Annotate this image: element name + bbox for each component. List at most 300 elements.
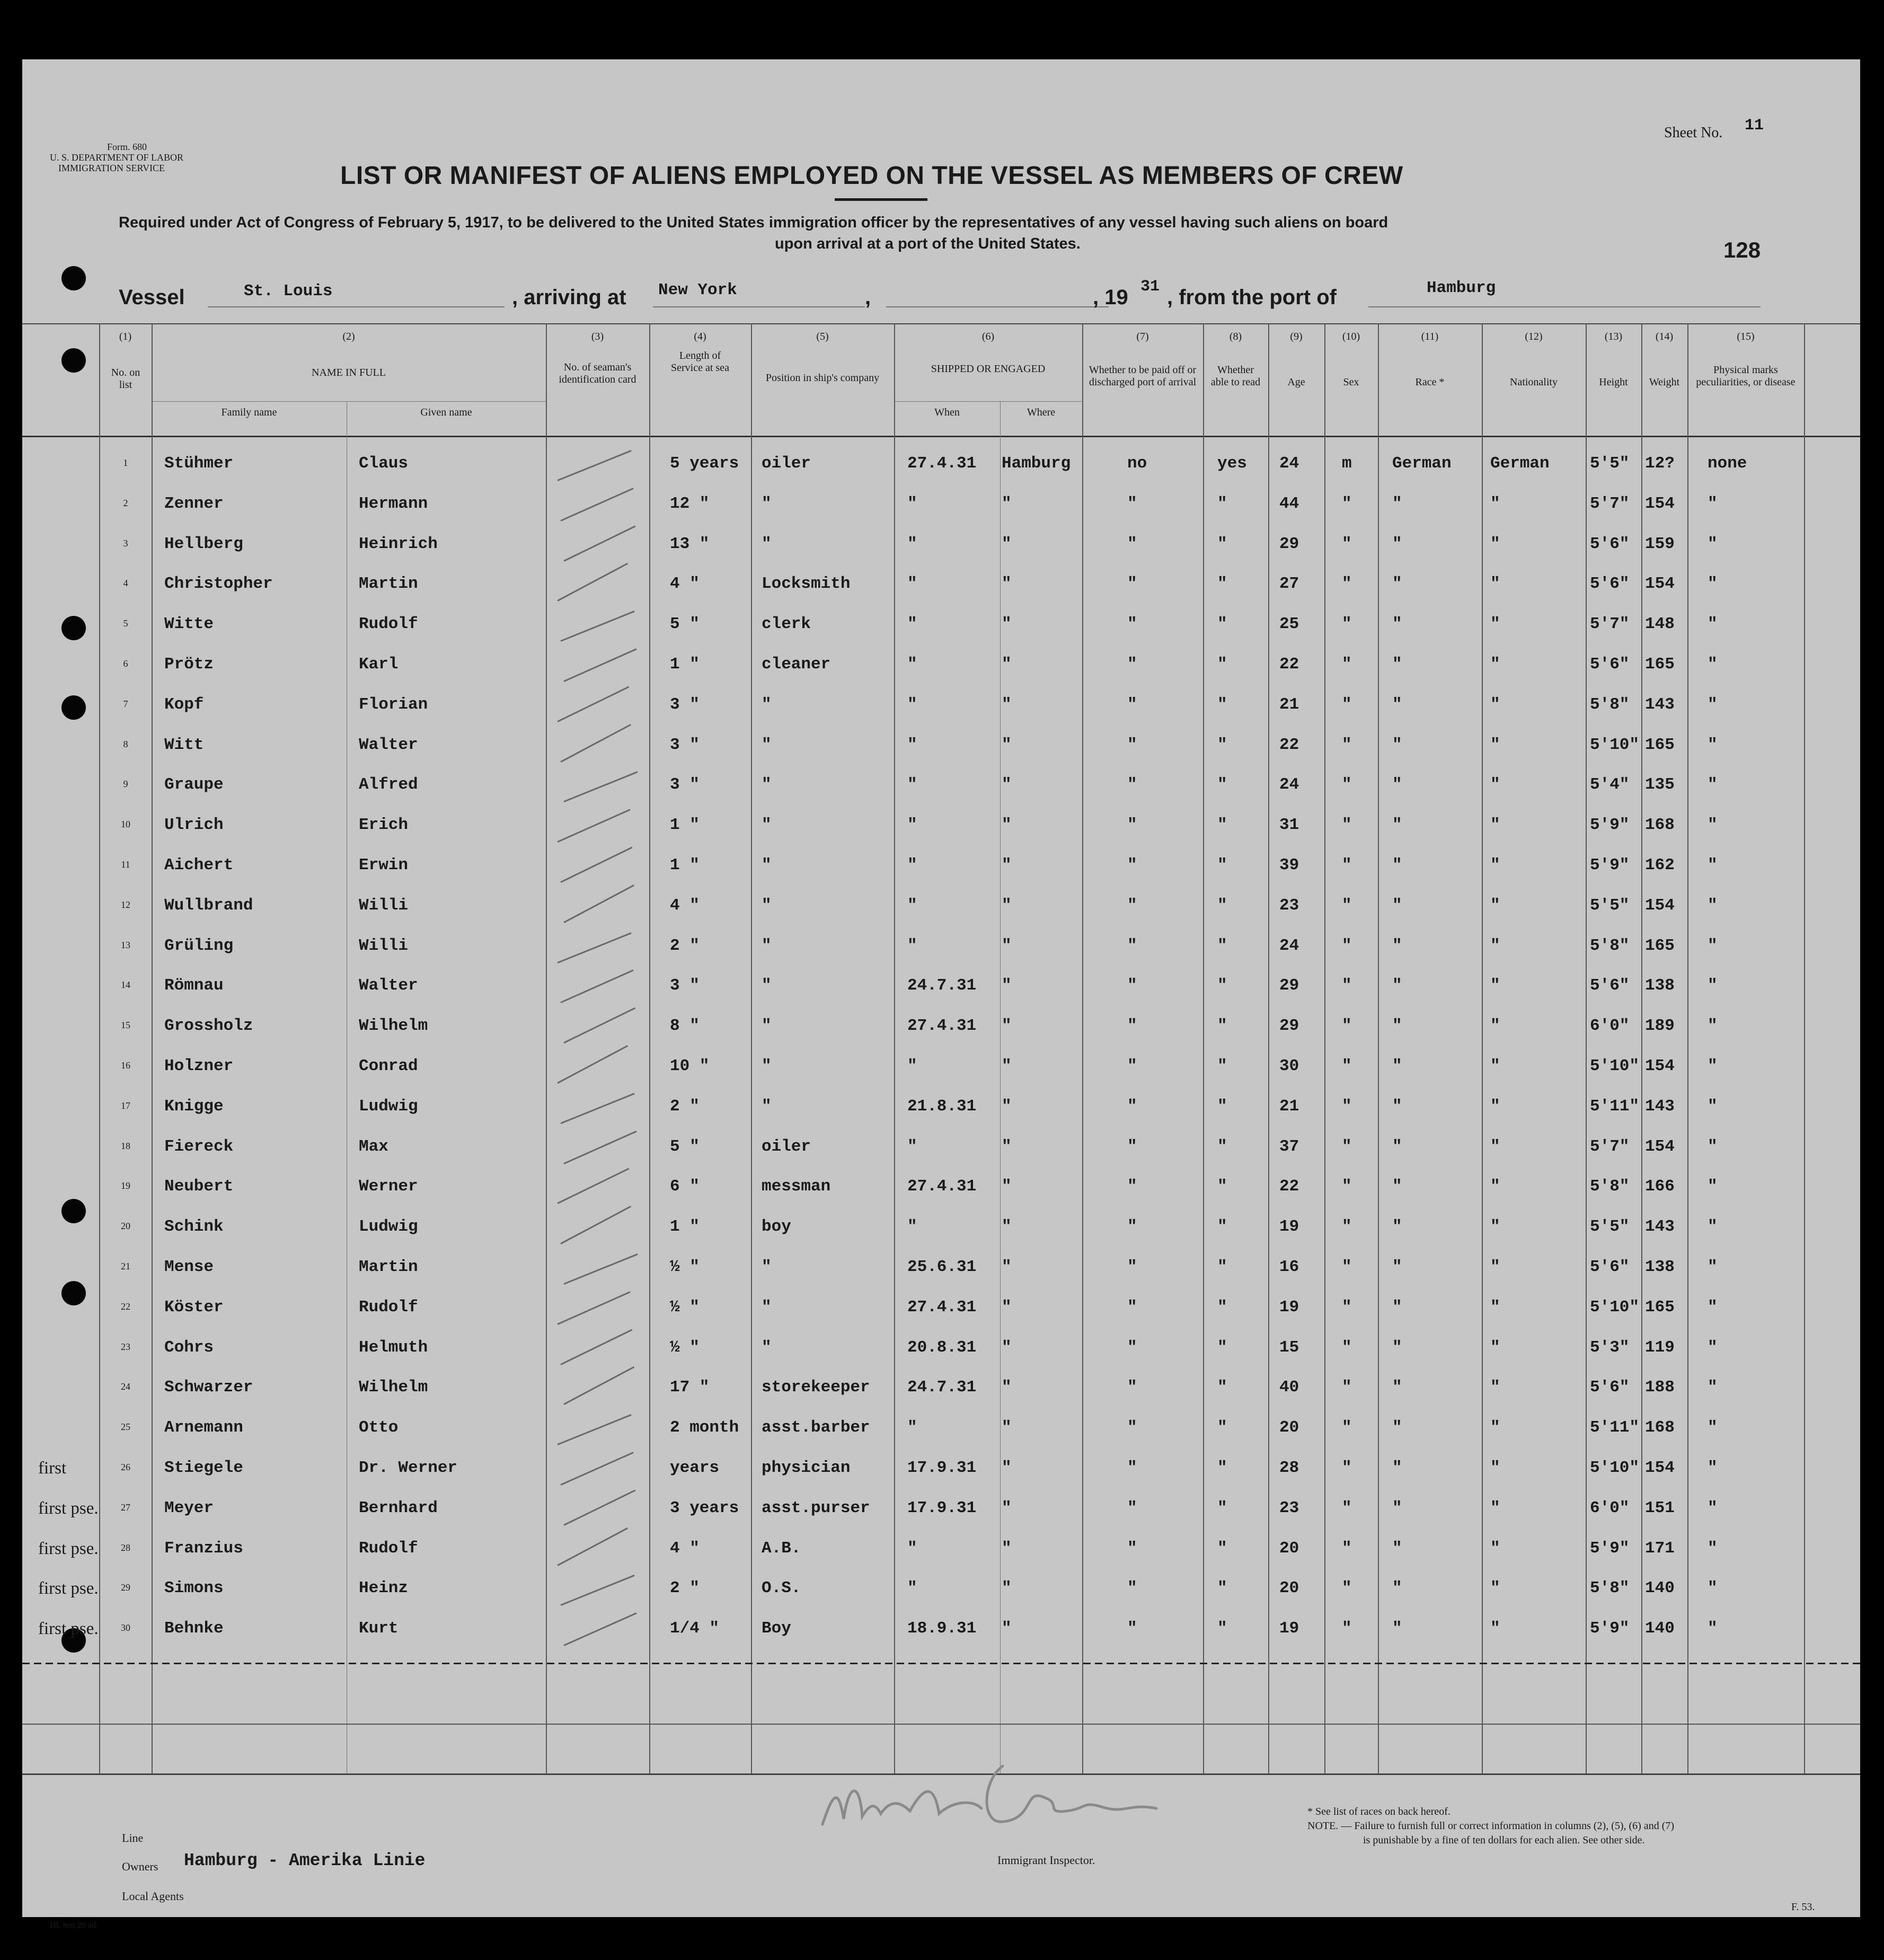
- sex: ": [1342, 1258, 1352, 1276]
- arriving-label: , arriving at: [512, 286, 626, 309]
- table-row: [22, 1459, 1860, 1499]
- length-of-service: 1 ": [670, 816, 700, 835]
- race: ": [1392, 534, 1402, 553]
- table-row: [22, 1097, 1860, 1137]
- family-name: Witte: [164, 615, 214, 634]
- physical-marks: ": [1708, 1217, 1718, 1237]
- punch-hole: [61, 266, 86, 290]
- pencil-check-mark: [560, 1093, 634, 1124]
- class-note: first: [38, 1459, 67, 1478]
- paid-off: ": [1127, 1619, 1137, 1638]
- row-number: 22: [121, 1301, 130, 1312]
- able-to-read: ": [1217, 1258, 1227, 1276]
- race: ": [1392, 1017, 1402, 1036]
- sex: ": [1342, 976, 1352, 995]
- weight: 188: [1645, 1378, 1675, 1397]
- weight: 119: [1645, 1338, 1675, 1357]
- shipped-where: ": [1002, 1217, 1012, 1237]
- paid-off: ": [1127, 1539, 1137, 1558]
- class-note: first pse.: [38, 1579, 99, 1599]
- sex: ": [1342, 1418, 1352, 1437]
- height: 5'5": [1590, 1217, 1630, 1237]
- paid-off: no: [1127, 454, 1147, 473]
- weight: 143: [1645, 695, 1675, 714]
- physical-marks: ": [1708, 1338, 1718, 1357]
- height: 5'6": [1590, 575, 1630, 594]
- title-underline: [835, 198, 927, 201]
- shipped-where: ": [1002, 655, 1012, 674]
- able-to-read: ": [1217, 615, 1227, 634]
- weight: 168: [1645, 1418, 1675, 1437]
- nationality: ": [1490, 856, 1500, 875]
- sex: ": [1342, 615, 1352, 634]
- given-name: Rudolf: [359, 1297, 418, 1317]
- stamp-number: 128: [1723, 237, 1761, 262]
- able-to-read: ": [1217, 1177, 1227, 1196]
- weight: 154: [1645, 494, 1675, 513]
- nationality: ": [1490, 575, 1500, 594]
- table-row: [22, 1619, 1860, 1659]
- family-name: Schink: [164, 1217, 224, 1237]
- sex: ": [1342, 1137, 1352, 1156]
- age: 19: [1279, 1217, 1299, 1237]
- able-to-read: ": [1217, 1297, 1227, 1317]
- weight: 168: [1645, 816, 1675, 835]
- row-number: 28: [121, 1542, 130, 1553]
- position: ": [762, 775, 772, 794]
- nationality: ": [1490, 1097, 1500, 1116]
- family-name: Schwarzer: [164, 1378, 253, 1397]
- physical-marks: ": [1708, 775, 1718, 794]
- weight: 166: [1645, 1177, 1675, 1196]
- paid-off: ": [1127, 1137, 1137, 1156]
- height: 5'6": [1590, 534, 1630, 553]
- nationality: ": [1490, 735, 1500, 754]
- sex: ": [1342, 494, 1352, 513]
- nationality: ": [1490, 1177, 1500, 1196]
- pencil-check-mark: [563, 1253, 638, 1285]
- physical-marks: none: [1708, 454, 1747, 473]
- col-1-number: (1): [119, 331, 132, 342]
- shipped-when: 24.7.31: [907, 976, 977, 995]
- race: ": [1392, 1579, 1402, 1598]
- row-number: 9: [123, 779, 128, 790]
- length-of-service: 4 ": [670, 575, 700, 594]
- position: ": [762, 1017, 772, 1036]
- vessel-label: Vessel: [119, 286, 185, 309]
- sex: ": [1342, 1619, 1352, 1638]
- table-row: [22, 454, 1860, 495]
- paid-off: ": [1127, 1258, 1137, 1276]
- family-name: Stiegele: [164, 1459, 243, 1477]
- race: ": [1392, 1217, 1402, 1237]
- table-row: [22, 1539, 1860, 1579]
- able-to-read: ": [1217, 976, 1227, 995]
- sex: ": [1342, 1338, 1352, 1357]
- pencil-check-mark: [557, 1414, 631, 1445]
- race: ": [1392, 494, 1402, 513]
- shipped-where: ": [1002, 1177, 1012, 1196]
- race: ": [1392, 816, 1402, 835]
- sex: ": [1342, 735, 1352, 754]
- row-number: 18: [121, 1140, 130, 1151]
- physical-marks: ": [1708, 494, 1718, 513]
- races-note: * See list of races on back hereof.: [1307, 1806, 1450, 1817]
- nationality: ": [1490, 1297, 1500, 1317]
- shipped-where: ": [1002, 494, 1012, 513]
- col-13-number: (13): [1604, 331, 1623, 342]
- nationality: ": [1490, 816, 1500, 835]
- race: German: [1392, 454, 1452, 473]
- nationality: ": [1490, 1137, 1500, 1156]
- length-of-service: 10 ": [670, 1057, 710, 1075]
- shipped-where: ": [1002, 1137, 1012, 1156]
- shipped-when: ": [907, 494, 917, 513]
- row-number: 25: [121, 1422, 130, 1433]
- given-name: Walter: [359, 976, 418, 995]
- shipped-where: ": [1002, 1579, 1012, 1598]
- age: 24: [1279, 775, 1299, 794]
- length-of-service: 3 ": [670, 735, 700, 754]
- col-name-in-full: NAME IN FULL: [312, 367, 386, 378]
- shipped-when: ": [907, 1057, 917, 1075]
- height: 5'3": [1590, 1338, 1630, 1357]
- pencil-check-mark: [560, 1575, 634, 1606]
- nationality: ": [1490, 1459, 1500, 1477]
- col-able-read: Whether able to read: [1210, 364, 1261, 388]
- page-title: LIST OR MANIFEST OF ALIENS EMPLOYED ON THE VESSEL AS MEMBERS OF CREW: [340, 162, 1403, 190]
- paid-off: ": [1127, 816, 1137, 835]
- position: O.S.: [762, 1579, 801, 1598]
- table-row: [22, 1137, 1860, 1178]
- age: 23: [1279, 1498, 1299, 1517]
- height: 5'6": [1590, 655, 1630, 674]
- shipped-where: ": [1002, 1378, 1012, 1397]
- paid-off: ": [1127, 1297, 1137, 1317]
- shipped-when: ": [907, 655, 917, 674]
- class-note: first pse.: [38, 1539, 99, 1558]
- shipped-when: ": [907, 1418, 917, 1437]
- able-to-read: ": [1217, 816, 1227, 835]
- family-name: Stühmer: [164, 454, 234, 473]
- age: 20: [1279, 1539, 1299, 1558]
- length-of-service: 2 ": [670, 1579, 700, 1598]
- paid-off: ": [1127, 976, 1137, 995]
- race: ": [1392, 1418, 1402, 1437]
- row-number: 23: [121, 1341, 130, 1352]
- physical-marks: ": [1708, 655, 1718, 674]
- weight: 165: [1645, 1297, 1675, 1317]
- physical-marks: ": [1708, 1579, 1718, 1598]
- able-to-read: ": [1217, 1217, 1227, 1237]
- row-number: 21: [121, 1261, 130, 1272]
- family-name: Zenner: [164, 494, 224, 513]
- fine-note-2: is punishable by a fine of ten dollars for each alien. See other side.: [1363, 1834, 1645, 1846]
- family-name: Fiereck: [164, 1137, 234, 1156]
- given-name: Ludwig: [359, 1217, 418, 1237]
- given-name: Willi: [359, 896, 409, 915]
- physical-marks: ": [1708, 856, 1718, 875]
- sex: ": [1342, 534, 1352, 553]
- family-name: Neubert: [164, 1177, 234, 1196]
- weight: 165: [1645, 936, 1675, 955]
- table-row: [22, 1177, 1860, 1217]
- race: ": [1392, 1619, 1402, 1638]
- race: ": [1392, 775, 1402, 794]
- col-14-number: (14): [1655, 331, 1674, 342]
- physical-marks: ": [1708, 534, 1718, 553]
- family-name: Arnemann: [164, 1418, 243, 1437]
- age: 29: [1279, 1017, 1299, 1036]
- weight: 154: [1645, 1459, 1675, 1477]
- race: ": [1392, 575, 1402, 594]
- physical-marks: ": [1708, 816, 1718, 835]
- class-note: first pse.: [38, 1498, 99, 1518]
- line-label: Line: [122, 1831, 144, 1844]
- nationality: ": [1490, 1498, 1500, 1517]
- paid-off: ": [1127, 1017, 1137, 1036]
- col-11-number: (11): [1421, 331, 1439, 342]
- age: 24: [1279, 936, 1299, 955]
- age: 30: [1279, 1057, 1299, 1075]
- shipped-when: 27.4.31: [907, 1297, 977, 1317]
- row-number: 4: [123, 578, 128, 589]
- height: 5'4": [1590, 775, 1630, 794]
- able-to-read: ": [1217, 534, 1227, 553]
- given-name: Heinz: [359, 1579, 409, 1598]
- paid-off: ": [1127, 534, 1137, 553]
- race: ": [1392, 615, 1402, 634]
- row-number: 13: [121, 939, 130, 950]
- length-of-service: 13 ": [670, 534, 710, 553]
- weight: 135: [1645, 775, 1675, 794]
- height: 5'10": [1590, 1297, 1640, 1317]
- able-to-read: ": [1217, 1097, 1227, 1116]
- age: 44: [1279, 494, 1299, 513]
- position: ": [762, 695, 772, 714]
- height: 5'8": [1590, 936, 1630, 955]
- pencil-check-mark: [557, 932, 631, 964]
- weight: 138: [1645, 976, 1675, 995]
- age: 31: [1279, 816, 1299, 835]
- position: clerk: [762, 615, 811, 634]
- family-name: Witt: [164, 735, 204, 754]
- race: ": [1392, 1177, 1402, 1196]
- family-name: Hellberg: [164, 534, 243, 553]
- row-number: 2: [123, 497, 128, 508]
- given-name: Dr. Werner: [359, 1459, 458, 1477]
- fine-note-1: NOTE. — Failure to furnish full or correct information in columns (2), (5), (6) and (7): [1307, 1820, 1675, 1832]
- row-number: 16: [121, 1060, 130, 1071]
- age: 22: [1279, 655, 1299, 674]
- length-of-service: 3 ": [670, 775, 700, 794]
- physical-marks: ": [1708, 1539, 1718, 1558]
- paid-off: ": [1127, 1177, 1137, 1196]
- position: ": [762, 1338, 772, 1357]
- given-name: Wilhelm: [359, 1017, 428, 1036]
- physical-marks: ": [1708, 1057, 1718, 1075]
- shipped-when: 27.4.31: [907, 1017, 977, 1036]
- height: 5'7": [1590, 1137, 1630, 1156]
- position: ": [762, 856, 772, 875]
- weight: 143: [1645, 1217, 1675, 1237]
- shipped-where: ": [1002, 1539, 1012, 1558]
- age: 29: [1279, 534, 1299, 553]
- row-number: 17: [121, 1100, 130, 1111]
- physical-marks: ": [1708, 1137, 1718, 1156]
- race: ": [1392, 1137, 1402, 1156]
- sex: ": [1342, 695, 1352, 714]
- row-number: 27: [121, 1502, 130, 1513]
- nationality: German: [1490, 454, 1550, 473]
- given-name: Erich: [359, 816, 409, 835]
- shipped-when: ": [907, 816, 917, 835]
- weight: 171: [1645, 1539, 1675, 1558]
- col-given-name: Given name: [420, 407, 472, 418]
- arriving-port: New York: [658, 281, 737, 299]
- paid-off: ": [1127, 1057, 1137, 1075]
- height: 5'7": [1590, 494, 1630, 513]
- race: ": [1392, 1338, 1402, 1357]
- col-position: Position in ship's company: [765, 372, 880, 384]
- length-of-service: 5 years: [670, 454, 739, 473]
- able-to-read: ": [1217, 1579, 1227, 1598]
- table-row: [22, 535, 1860, 575]
- position: storekeeper: [762, 1378, 870, 1397]
- position: ": [762, 1297, 772, 1317]
- length-of-service: 2 ": [670, 936, 700, 955]
- position: ": [762, 1258, 772, 1276]
- col-5-number: (5): [816, 331, 829, 342]
- table-row: [22, 1017, 1860, 1057]
- col-age: Age: [1287, 376, 1305, 388]
- shipped-where: Hamburg: [1002, 454, 1071, 473]
- nationality: ": [1490, 695, 1500, 714]
- position: ": [762, 1097, 772, 1116]
- age: 20: [1279, 1418, 1299, 1437]
- length-of-service: years: [670, 1459, 720, 1477]
- col-3-number: (3): [591, 331, 604, 342]
- shipped-where: ": [1002, 615, 1012, 634]
- given-name: Willi: [359, 936, 409, 955]
- table-row: [22, 736, 1860, 776]
- given-name: Walter: [359, 735, 418, 754]
- weight: 143: [1645, 1097, 1675, 1116]
- length-of-service: 3 years: [670, 1498, 739, 1517]
- position: Locksmith: [762, 575, 851, 594]
- year-prefix: , 19: [1093, 286, 1128, 309]
- shipped-where: ": [1002, 1258, 1012, 1276]
- paid-off: ": [1127, 856, 1137, 875]
- paid-off: ": [1127, 1418, 1137, 1437]
- nationality: ": [1490, 1418, 1500, 1437]
- height: 5'9": [1590, 1619, 1630, 1638]
- able-to-read: ": [1217, 1619, 1227, 1638]
- service: IMMIGRATION SERVICE: [58, 163, 165, 173]
- race: ": [1392, 896, 1402, 915]
- nationality: ": [1490, 655, 1500, 674]
- table-row: [22, 495, 1860, 535]
- shipped-where: ": [1002, 575, 1012, 594]
- row-number: 11: [121, 859, 130, 870]
- paid-off: ": [1127, 1217, 1137, 1237]
- nationality: ": [1490, 936, 1500, 955]
- shipped-when: ": [907, 735, 917, 754]
- race: ": [1392, 695, 1402, 714]
- shipped-when: 17.9.31: [907, 1498, 977, 1517]
- age: 40: [1279, 1378, 1299, 1397]
- sex: ": [1342, 1177, 1352, 1196]
- nationality: ": [1490, 1619, 1500, 1638]
- inspector-signature-image: [812, 1724, 1172, 1851]
- position: A.B.: [762, 1539, 801, 1558]
- table-row: [22, 575, 1860, 615]
- table-row: [22, 655, 1860, 695]
- table-row: [22, 775, 1860, 816]
- height: 5'10": [1590, 1057, 1640, 1075]
- able-to-read: ": [1217, 1017, 1227, 1036]
- given-name: Max: [359, 1137, 388, 1156]
- able-to-read: ": [1217, 856, 1227, 875]
- col-6-number: (6): [981, 331, 995, 342]
- shipped-where: ": [1002, 735, 1012, 754]
- paid-off: ": [1127, 1459, 1137, 1477]
- race: ": [1392, 1378, 1402, 1397]
- shipped-where: ": [1002, 1418, 1012, 1437]
- col-family-name: Family name: [221, 407, 277, 418]
- weight: 12?: [1645, 454, 1675, 473]
- family-name: Wullbrand: [164, 896, 253, 915]
- shipped-where: ": [1002, 1459, 1012, 1477]
- race: ": [1392, 1297, 1402, 1317]
- table-row: [22, 1418, 1860, 1459]
- sex: ": [1342, 1459, 1352, 1477]
- given-name: Conrad: [359, 1057, 418, 1075]
- age: 37: [1279, 1137, 1299, 1156]
- departure-port: Hamburg: [1427, 279, 1496, 297]
- sex: ": [1342, 655, 1352, 674]
- shipped-where: ": [1002, 695, 1012, 714]
- nationality: ": [1490, 1338, 1500, 1357]
- family-name: Meyer: [164, 1498, 214, 1517]
- row-number: 10: [121, 819, 130, 830]
- physical-marks: ": [1708, 1258, 1718, 1276]
- shipped-when: ": [907, 1217, 917, 1237]
- nationality: ": [1490, 1217, 1500, 1237]
- race: ": [1392, 1459, 1402, 1477]
- length-of-service: 3 ": [670, 695, 700, 714]
- height: 5'9": [1590, 856, 1630, 875]
- print-code: HL hen 29 ad: [50, 1921, 96, 1930]
- paid-off: ": [1127, 1579, 1137, 1598]
- able-to-read: ": [1217, 775, 1227, 794]
- col-where: Where: [1027, 407, 1056, 418]
- length-of-service: ½ ": [670, 1297, 700, 1317]
- table-row: [22, 1338, 1860, 1379]
- row-number: 1: [123, 457, 128, 468]
- sex: ": [1342, 1097, 1352, 1116]
- owners-value: Hamburg - Amerika Linie: [184, 1851, 426, 1870]
- length-of-service: 1/4 ": [670, 1619, 720, 1638]
- able-to-read: ": [1217, 695, 1227, 714]
- table-row: [22, 1579, 1860, 1619]
- length-of-service: 5 ": [670, 1137, 700, 1156]
- physical-marks: ": [1708, 1017, 1718, 1036]
- paid-off: ": [1127, 1097, 1137, 1116]
- nationality: ": [1490, 976, 1500, 995]
- length-of-service: 2 month: [670, 1418, 739, 1437]
- inspector-label: Immigrant Inspector.: [997, 1853, 1095, 1867]
